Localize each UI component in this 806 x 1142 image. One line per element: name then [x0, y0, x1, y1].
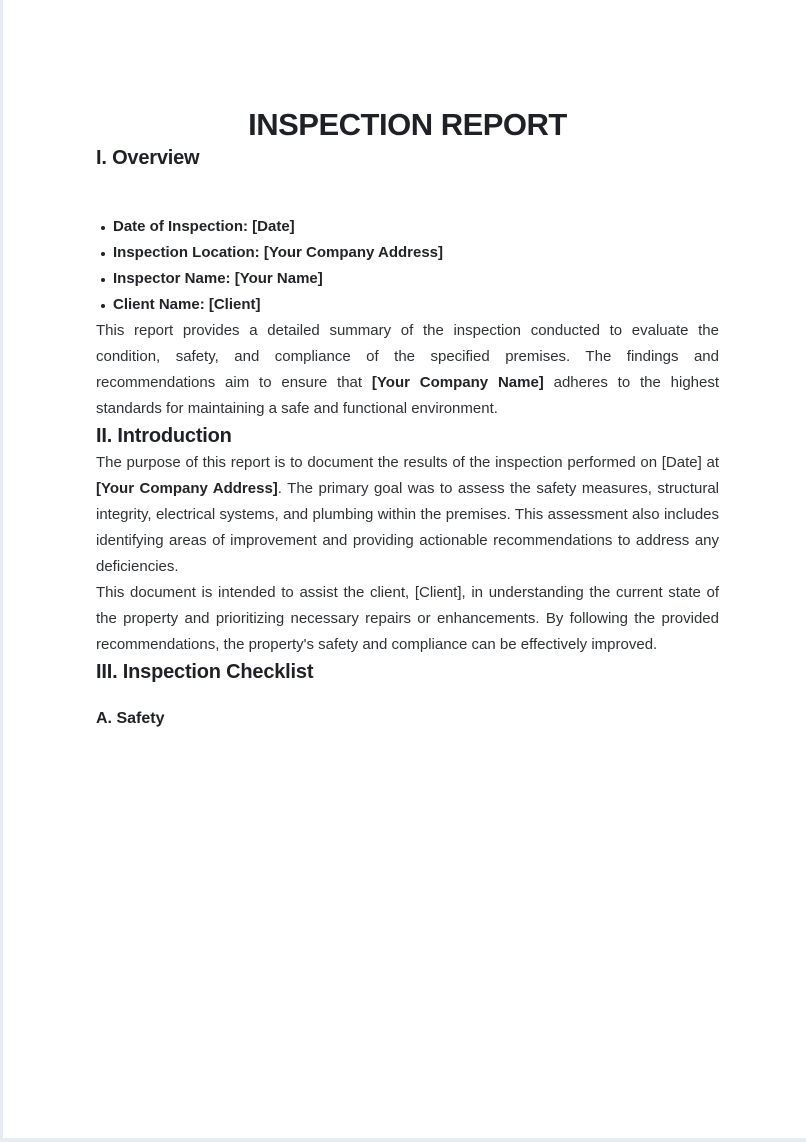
introduction-paragraph-1: [96, 450, 719, 580]
paragraph-text: The purpose of this report is to document the results of the inspection performed on [Date] at: [96, 454, 719, 471]
placeholder-company-address: [Your Company Address]: [96, 480, 278, 497]
section-heading-introduction: II. Introduction: [96, 425, 232, 447]
document-content: [3, 106, 806, 731]
bullet-dot-icon: [101, 226, 105, 230]
bullet-item-label: Inspection Location: [Your Company Address]: [113, 244, 444, 261]
subsection-heading-safety: A. Safety: [96, 710, 165, 727]
bullet-item-date: [96, 214, 719, 240]
bullet-item-location: [96, 240, 719, 266]
paragraph-text: . The primary goal was to assess the safety measures, structural integrity, electrical systems, and plumbing within the premises. This assessment also includes identifying areas of improvement and providing actionable recommendations to address any deficiencies.: [96, 480, 720, 575]
report-title: INSPECTION REPORT: [248, 107, 567, 142]
bullet-item-label: Inspector Name: [Your Name]: [113, 270, 323, 287]
section-heading-overview: I. Overview: [96, 147, 200, 169]
overview-paragraph: [96, 318, 719, 422]
bullet-item-label: Date of Inspection: [Date]: [113, 218, 295, 235]
section-heading-checklist: III. Inspection Checklist: [96, 661, 314, 683]
bullet-item-client: [96, 292, 719, 318]
placeholder-company-name: [Your Company Name]: [371, 374, 544, 391]
overview-bullet-list: [96, 214, 719, 318]
bullet-item-label: Client Name: [Client]: [113, 296, 261, 313]
paragraph-text: adheres to the highest standards for maintaining a safe and functional environment.: [96, 374, 720, 417]
bullet-dot-icon: [101, 252, 105, 256]
document-page: [3, 0, 806, 1138]
bullet-dot-icon: [101, 304, 105, 308]
bullet-dot-icon: [101, 278, 105, 282]
bullet-item-inspector: [96, 266, 719, 292]
introduction-paragraph-2: This document is intended to assist the client, [Client], in understanding the current state of the property and prioritizing necessary repairs or enhancements. By following the provided recommendations, the property's safety and compliance can be effectively improved.: [96, 584, 719, 653]
paragraph-text: This report provides a detailed summary of the inspection conducted to evaluate the condition, safety, and compliance of the specified premises. The findings and recommendations aim to ensure that: [96, 322, 719, 391]
